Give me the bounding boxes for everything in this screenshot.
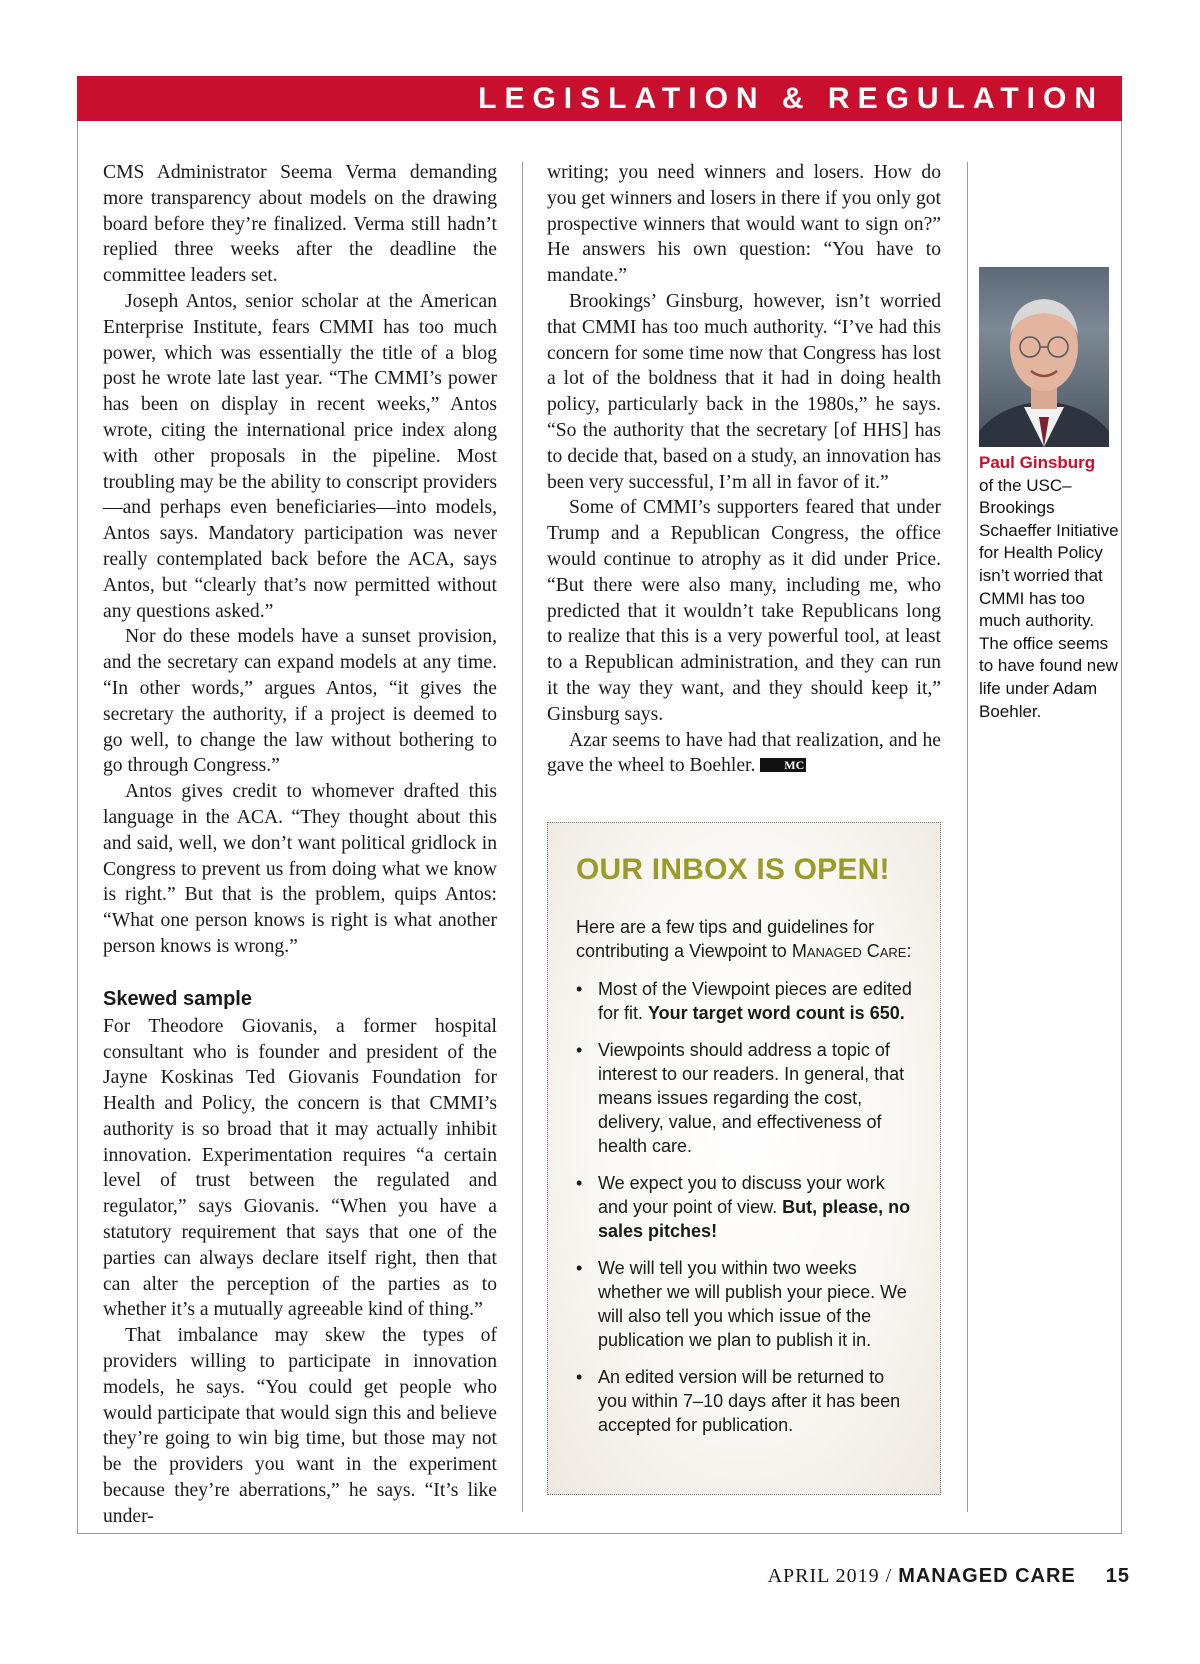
paragraph: writing; you need winners and losers. How do you get winners and losers in there if you only got prospective winners that would want to sign on?” He answers his own question: “You have to mandate.” xyxy=(547,162,941,287)
paragraph: CMS Administrator Seema Verma demanding more transparency about models on the drawing board before they’re finalized. Verma still hadn’t replied three weeks after the deadline the committee leaders set. xyxy=(103,162,497,287)
list-item-text: An edited version will be returned to you within 7–10 days after it has been accepted for publication. xyxy=(598,1367,901,1435)
bullet-icon: • xyxy=(576,1040,583,1060)
paragraph: Nor do these models have a sunset provision, and the secretary can expand models at any time. “In other words,” argues Antos, “it gives the secretary the authority, if a project is deemed to go well, to change the law without bothering to go through Congress.” xyxy=(103,626,497,777)
paragraph: For Theodore Giovanis, a former hospital consultant who is founder and president of the Jayne Koskinas Ted Giovanis Foundation for Health and Policy, the concern is that CMMI’s authority is so broad that it may actually inhibit innovation. Experimentation requires “a certain level of trust between the regulated and regulator,” says Giovanis. “When you have a statutory requirement that says that one of the parties can always declare itself right, then that can alter the perception of the parties as to whether it’s a mutually agreeable kind of thing.” xyxy=(103,1015,497,1321)
bullet-icon: • xyxy=(576,1173,583,1193)
section-banner: LEGISLATION & REGULATION xyxy=(77,76,1122,121)
page-number: 15 xyxy=(1105,1565,1130,1587)
list-item-bold: Your target word count is 650. xyxy=(648,1003,905,1023)
list-item xyxy=(576,1171,912,1243)
inbox-intro xyxy=(576,915,912,963)
caption-name: Paul Ginsburg xyxy=(979,453,1096,472)
inbox-intro-text: Here are a few tips and guidelines for contributing a Viewpoint to xyxy=(576,917,875,961)
paragraph: Antos gives credit to whomever drafted this language in the ACA. “They thought about this and said, well, we don’t want political gridlock in Congress to prevent us from doing what we know is right.” But that is the problem, quips Antos: “What one person knows is right is what another person knows is wrong.” xyxy=(103,781,497,957)
paragraph: Joseph Antos, senior scholar at the American Enterprise Institute, fears CMMI has too much power, which was essentially the title of a blog post he wrote late last year. “The CMMI’s power has been on display in recent weeks,” Antos wrote, citing the international price index along with other proposals in the pipeline. Most troubling may be the ability to conscript providers—and perhaps even beneficiaries—into models, Antos says. Mandatory participation was never really contemplated back before the ACA, says Antos, but “clearly that’s now permitted without any questions asked.” xyxy=(103,290,497,622)
bullet-icon: • xyxy=(576,1367,583,1387)
sidebar-divider xyxy=(967,162,968,1512)
list-item-text: Most of the Viewpoint pieces are edited for fit. xyxy=(598,979,912,1023)
photo-caption xyxy=(979,452,1119,723)
guidelines-list xyxy=(576,977,912,1437)
bullet-icon: • xyxy=(576,979,583,999)
list-item xyxy=(576,1365,912,1437)
magazine-name: Managed Care xyxy=(791,941,907,961)
page-footer xyxy=(768,1565,1130,1588)
issue-date: APRIL 2019 / xyxy=(767,1565,899,1587)
list-item xyxy=(576,1256,912,1352)
subheading: Skewed sample xyxy=(103,987,252,1010)
paragraph-text: Azar seems to have had that realization, and he gave the wheel to Boehler. xyxy=(547,729,941,777)
paragraph: Brookings’ Ginsburg, however, isn’t worried that CMMI has too much authority. “I’ve had this concern for some time now that Congress has lost a lot of the boldness that it had in doing health policy, particularly back in the 1980s,” he says. “So the authority that the secretary [of HHS] has to decide that, based on a study, an innovation has been very successful, I’m all in favor of it.” xyxy=(547,290,941,493)
article-column-2 xyxy=(547,160,941,779)
list-item xyxy=(576,977,912,1025)
paragraph: That imbalance may skew the types of providers willing to participate in innovation models, he says. “You could get people who would participate that would sign this and believe they’re going to win big time, but those may not be the providers you want in the experiment because they’re aberrations,” he says. “It’s like under- xyxy=(103,1325,497,1527)
list-item xyxy=(576,1038,912,1158)
list-item-bold: But, please, no sales pitches! xyxy=(598,1197,911,1241)
article-column-1 xyxy=(103,160,497,1530)
intro-colon: : xyxy=(906,941,912,961)
inbox-callout-box xyxy=(547,822,941,1495)
caption-text: of the USC–Brookings Schaeffer Initiative for Health Policy isn’t worried that CMMI has too much authority. The office seems to have found new life under Adam Boehler. xyxy=(979,475,1119,721)
list-item-text: We expect you to discuss your work and your point of view. xyxy=(598,1173,885,1217)
magazine-title: MANAGED CARE xyxy=(898,1565,1076,1587)
column-divider xyxy=(522,162,523,1512)
paragraph xyxy=(547,728,941,780)
end-mark-icon: MC xyxy=(760,758,806,772)
portrait-photo xyxy=(979,267,1109,447)
paragraph: Some of CMMI’s supporters feared that under Trump and a Republican Congress, the office would continue to atrophy as it did under Price. “But there were also many, including me, who predicted that it wouldn’t take Republicans long to realize that this is a very powerful tool, at least to a Republican administration, and they can run it the way they want, and they should keep it,” Ginsburg says. xyxy=(547,497,941,725)
list-item-text: Viewpoints should address a topic of interest to our readers. In general, that means issues regarding the cost, delivery, value, and effectiveness of health care. xyxy=(598,1040,905,1156)
portrait-illustration xyxy=(979,267,1109,447)
inbox-title: OUR INBOX IS OPEN! xyxy=(576,853,890,886)
bullet-icon: • xyxy=(576,1258,583,1278)
list-item-text: We will tell you within two weeks whether we will publish your piece. We will also tell you which issue of the publication we plan to publish it in. xyxy=(598,1258,907,1350)
